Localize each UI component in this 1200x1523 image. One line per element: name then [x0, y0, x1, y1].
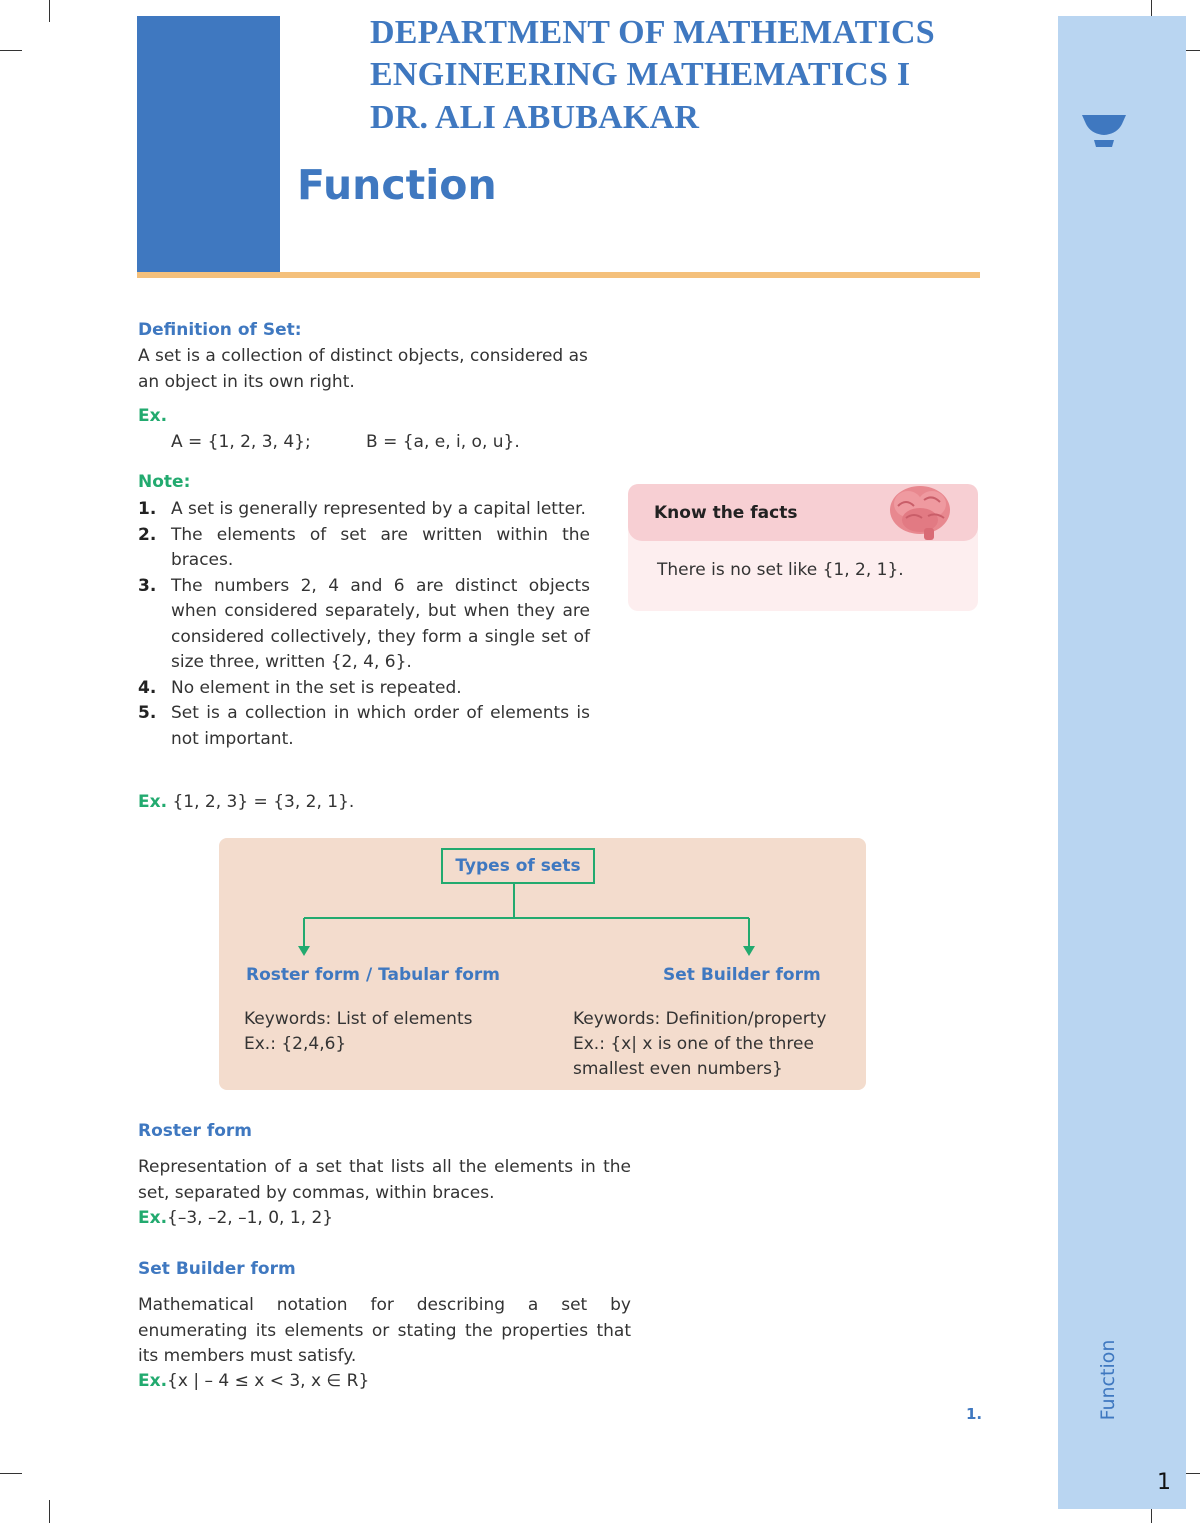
- facts-title: Know the facts: [654, 503, 798, 523]
- section-number: 1.: [966, 1405, 983, 1423]
- roster-text: Representation of a set that lists all the elements in the set, separated by commas, within braces.: [138, 1157, 631, 1203]
- crop-mark: [49, 0, 50, 22]
- list-item: 4. No element in the set is repeated.: [138, 677, 462, 698]
- note-heading: Note:: [138, 472, 191, 492]
- course-title: ENGINEERING MATHEMATICS I: [370, 56, 911, 93]
- roster-example: Ex.{–3, –2, –1, 0, 1, 2}: [138, 1208, 334, 1228]
- department-title: DEPARTMENT OF MATHEMATICS: [370, 14, 935, 51]
- list-item: 1. A set is generally represented by a capital letter.: [138, 499, 586, 519]
- example-label: Ex.: [138, 406, 168, 426]
- know-the-facts-card: [628, 484, 978, 611]
- roster-form-title: Roster form / Tabular form: [246, 965, 500, 985]
- set-builder-text: Mathematical notation for describing a set by enumerating its elements or stating the properties that its members must satisfy.: [138, 1295, 631, 1366]
- sidebar-chapter-label: Function: [1097, 1339, 1119, 1421]
- definition-text: A set is a collection of distinct objects, considered as an object in its own right.: [138, 346, 588, 392]
- logo-icon: [1081, 112, 1127, 152]
- types-of-sets-title: Types of sets: [441, 848, 595, 884]
- note-example: Ex. {1, 2, 3} = {3, 2, 1}.: [138, 792, 355, 812]
- set-builder-example: Ex.{x | – 4 ≤ x < 3, x ∈ R}: [138, 1371, 370, 1391]
- crop-mark: [49, 1500, 50, 1523]
- set-builder-keywords: Keywords: Definition/property Ex.: {x| x is one of the three smallest even numbers}: [573, 1009, 827, 1079]
- instructor-name: DR. ALI ABUBAKAR: [370, 99, 700, 136]
- crop-mark: [0, 1473, 22, 1474]
- brain-icon: [884, 484, 956, 544]
- list-item: 2. The elements of set are written within the braces.: [138, 524, 590, 570]
- set-builder-heading: Set Builder form: [138, 1259, 296, 1279]
- header-color-block: [137, 16, 280, 274]
- page-number: 1: [1157, 1470, 1171, 1495]
- roster-heading: Roster form: [138, 1121, 253, 1141]
- list-item: 3. The numbers 2, 4 and 6 are distinct objects when considered separately, but when they are considered collectively, they form a single set of size three, written {2, 4, 6}.: [138, 575, 590, 672]
- set-builder-title: Set Builder form: [663, 965, 821, 985]
- example-set-b: B = {a, e, i, o, u}.: [366, 432, 520, 452]
- list-item: 5. Set is a collection in which order of elements is not important.: [138, 703, 590, 749]
- header-rule: [137, 272, 980, 278]
- facts-text: There is no set like {1, 2, 1}.: [657, 560, 904, 580]
- example-set-a: A = {1, 2, 3, 4};: [171, 432, 311, 452]
- roster-keywords: Keywords: List of elements Ex.: {2,4,6}: [244, 1009, 473, 1054]
- sidebar-band: [1058, 16, 1186, 1509]
- crop-mark: [0, 50, 22, 51]
- definition-heading: Definition of Set:: [138, 320, 302, 340]
- note-list: [138, 497, 590, 752]
- page-title: Function: [297, 161, 497, 209]
- diagram-connector: [290, 882, 760, 962]
